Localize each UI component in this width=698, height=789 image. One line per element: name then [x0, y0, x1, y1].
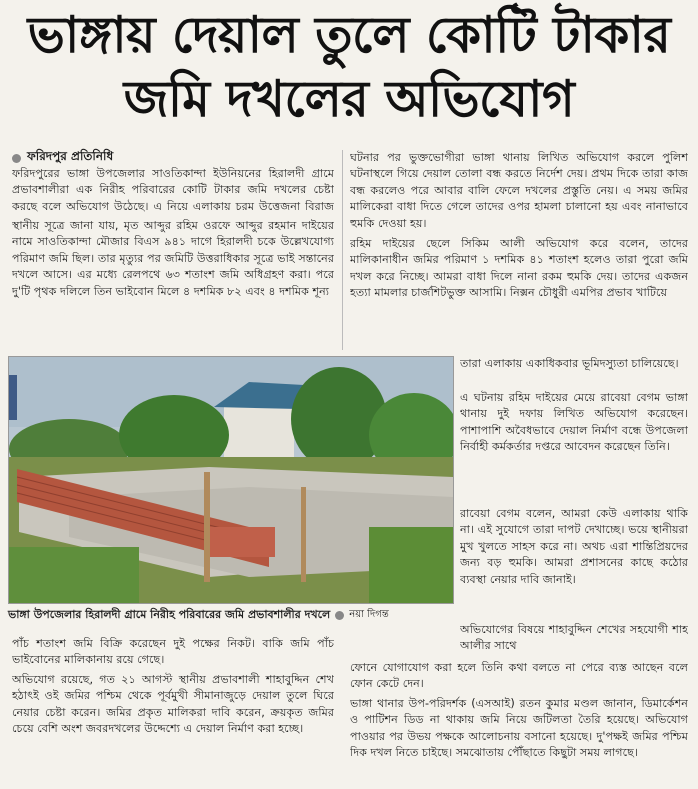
right-paragraph-1: ঘটনার পর ভুক্তভোগীরা ভাঙ্গা থানায় লিখিত অভিযোগ করলে পুলিশ ঘটনাস্থলে গিয়ে দেয়াল তোলা বন্ধ করতে নির্দেশ দেয়। প্রথম দিকে তারা কাজ বন্ধ করলেও পরে আবার বালি ফেলে দখলের প্রস্তুতি নেয়। এ সময় জমির মালিকেরা বাধা দিতে গেলে তাদের ওপর হামলা চালানো হয় এবং নানাভাবে হুমকি দেওয়া হয়।	[350, 151, 688, 230]
bottom-right-paragraph-1: ফোনে যোগাযোগ করা হলে তিনি কথা বলতে না পেরে ব্যস্ত আছেন বলে ফোন কেটে দেন।	[350, 661, 688, 691]
byline-text: ফরিদপুর প্রতিনিধি	[27, 149, 114, 163]
side-paragraph-4: অভিযোগের বিষয়ে শাহাবুদ্দিন শেখের সহযোগী শাহ আলীর সাথে	[460, 623, 688, 653]
column-rule	[342, 150, 343, 350]
left-paragraph-1: ফরিদপুরের ভাঙ্গা উপজেলার সাওতিকান্দা ইউনিয়নের হিরালদী গ্রামে প্রভাবশালীরা এক নিরীহ পরিবারের কোটি টাকার জমি দখলের চেষ্টা করছে বলে অভিযোগ উঠেছে। এ নিয়ে এলাকায় চরম উত্তেজনা বিরাজ	[12, 167, 334, 213]
photo-credit: নয়া দিগন্ত	[349, 609, 389, 620]
photo-caption	[8, 606, 452, 625]
headline-line-2: জমি দখলের অভিযোগ	[123, 70, 575, 128]
left-paragraph-2: স্থানীয় সূত্রে জানা যায়, মৃত আব্দুর রহিম ওরফে আব্দুর রহমান দাইয়ের নামে সাওতিকান্দা মৌজার বিএস ৯৪১ দাগে হিরালদী চকে উল্লেখযোগ্য পরিমাণ জমি ছিল। তার মৃত্যুর পর জমিটি উত্তরাধিকার সূত্রে ভাই সন্তানের দখলে আসে। এর মধ্যে রেলপথে ৬৩ শতাংশ জমি অধিগ্রহণ করা। পরে দু'টি পৃথক দলিলে তিন ভাইবোন মিলে ৪ দশমিক ৮২ এবং ৪ দশমিক শূন্য	[12, 219, 334, 298]
news-photo	[8, 356, 454, 604]
bottom-left-paragraph-2: অভিযোগ রয়েছে, গত ২১ আগস্ট স্থানীয় প্রভাবশালী শাহাবুদ্দিন শেখ হঠাৎই ওই জমির পশ্চিম থেকে পূর্বমুখী সীমানাজুড়ে দেয়াল তুলে ঘিরে নেয়ার চেষ্টা করেন। জমির প্রকৃত মালিকরা দাবি করেন, ক্রয়কৃত জমির চেয়ে বেশি অংশ জবরদখলের উদ্দেশ্যে এ দেয়াল নির্মাণ করা হচ্ছে।	[12, 673, 334, 736]
caption-bullet-icon	[335, 611, 344, 620]
side-paragraph-2: এ ঘটনায় রহিম দাইয়ের মেয়ে রাবেয়া বেগম ভাঙ্গা থানায় দুই দফায় লিখিত অভিযোগ করেছেন। পাশাপাশি অবৈধভাবে দেয়াল নির্মাণ বন্ধে উপজেলা নির্বাহী কর্মকর্তার দপ্তরে আবেদন করেছেন তিনি।	[460, 391, 688, 454]
byline	[12, 148, 113, 168]
bottom-left-paragraph-1: পাঁচ শতাংশ জমি বিক্রি করেছেন দুই পক্ষের নিকট। বাকি জমি পাঁচ ভাইবোনের মালিকানায় রয়ে গেছে।	[12, 637, 334, 667]
bullet-icon	[12, 154, 21, 163]
side-paragraph-3: রাবেয়া বেগম বলেন, আমরা কেউ এলাকায় থাকি না। এই সুযোগে তারা দাপট দেখাচ্ছে। ভয়ে স্থানীয়রা মুখ খুলতে সাহস করে না। অথচ এরা শান্তিপ্রিয়দের জন্য বড় হুমকি। আমরা প্রশাসনের কাছে কঠোর ব্যবস্থা নেয়ার দাবি জানাই।	[460, 507, 688, 586]
photo-illustration	[9, 357, 453, 603]
headline-line-1: ভাঙ্গায় দেয়াল তুলে কোটি টাকার	[27, 6, 671, 64]
caption-text: ভাঙ্গা উপজেলার হিরালদী গ্রামে নিরীহ পরিবারের জমি প্রভাবশালীর দখলে	[8, 608, 331, 621]
right-paragraph-2: রহিম দাইয়ের ছেলে সিকিম আলী অভিযোগ করে বলেন, তাদের মালিকানাধীন জমির পরিমাণ ১ দশমিক ৪১ শতাংশ হলেও তারা পুরো জমি দখল করে নিচ্ছে। আমরা বাধা দিলে নানা রকম হুমকি দেয়। তাদের একজন হত্যা মামলার চার্জশিটভুক্ত আসামি। নিক্সন চৌধুরী এমপির প্রভাব খাটিয়ে	[350, 237, 688, 300]
bottom-right-paragraph-2: ভাঙ্গা থানার উপ-পরিদর্শক (এসআই) রতন কুমার মণ্ডল জানান, ডিমার্কেশন ও পাটিশন ডিড না থাকায় জমি নিয়ে জটিলতা তৈরি হয়েছে। অভিযোগ পাওয়ার পর উভয় পক্ষকে আলোচনায় বসানো হয়েছে। দু'পক্ষই জমির পশ্চিম দিক দখল নিতে চাইছে। সমঝোতায় পৌঁছাতে কিছুটা সময় লাগছে।	[350, 697, 688, 760]
side-paragraph-1: তারা এলাকায় একাধিকবার ভূমিদস্যুতা চালিয়েছে।	[460, 357, 679, 370]
